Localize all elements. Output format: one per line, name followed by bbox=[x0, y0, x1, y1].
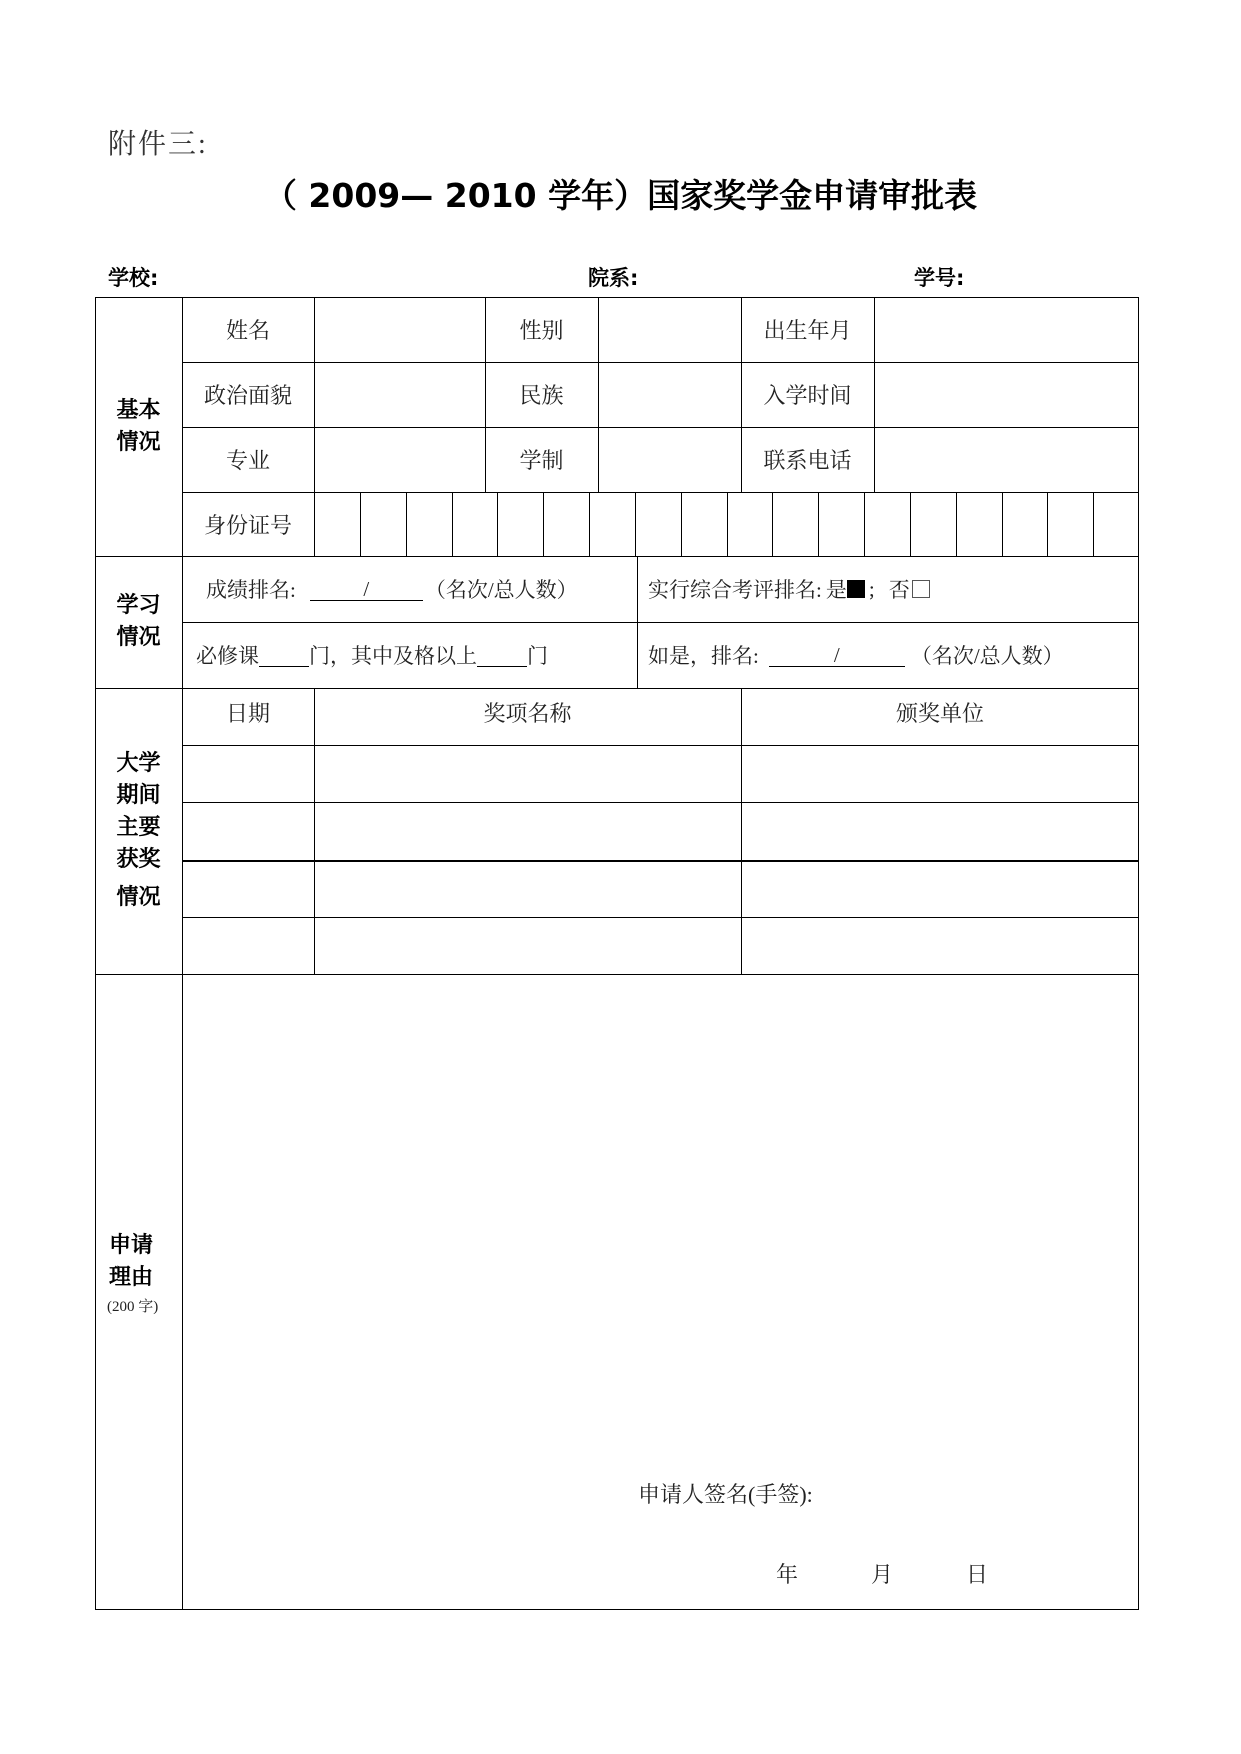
major-label: 专业 bbox=[225, 449, 270, 474]
id-digit-cell[interactable] bbox=[543, 492, 590, 556]
comprehensive-rank-label: 实行综合考评排名: bbox=[648, 578, 822, 602]
required-courses-suffix: 门 bbox=[527, 644, 548, 668]
award-name-cell[interactable] bbox=[316, 919, 739, 971]
divider bbox=[182, 745, 1139, 746]
section-label-study bbox=[95, 556, 182, 688]
required-courses-prefix: 必修课 bbox=[196, 644, 259, 668]
award-date-cell[interactable] bbox=[184, 862, 312, 914]
phone-label: 联系电话 bbox=[763, 449, 852, 474]
award-name-cell[interactable] bbox=[316, 804, 739, 856]
section-label-line: 理由 bbox=[109, 1265, 154, 1290]
divider bbox=[637, 556, 638, 688]
passed-courses-input[interactable] bbox=[477, 644, 527, 667]
birth-date-label: 出生年月 bbox=[763, 319, 852, 344]
reason-textarea[interactable] bbox=[184, 976, 1137, 1608]
awards-header-date: 日期 bbox=[225, 701, 270, 727]
enrollment-date-input[interactable] bbox=[876, 364, 1137, 425]
department-field-label: 院系: bbox=[588, 266, 639, 290]
grade-rank-slash: / bbox=[363, 576, 370, 601]
section-label-line: 大学 bbox=[116, 751, 161, 776]
comprehensive-rank-field bbox=[648, 556, 930, 622]
id-digit-cell[interactable] bbox=[681, 492, 728, 556]
student-id-field-label: 学号: bbox=[914, 266, 965, 290]
id-digit-cell[interactable] bbox=[406, 492, 453, 556]
id-digit-cell[interactable] bbox=[497, 492, 544, 556]
id-digit-cell[interactable] bbox=[314, 492, 360, 556]
section-label-line: 学习 bbox=[116, 593, 161, 618]
section-label-basic bbox=[95, 297, 182, 556]
no-checkbox[interactable] bbox=[912, 580, 930, 598]
no-label: 否 bbox=[888, 578, 910, 602]
if-yes-rank-field bbox=[648, 622, 1064, 688]
award-date-cell[interactable] bbox=[184, 919, 312, 971]
section-label-line: 情况 bbox=[116, 885, 161, 910]
if-yes-rank-slash: / bbox=[833, 642, 840, 667]
political-status-label: 政治面貌 bbox=[203, 384, 292, 409]
grade-rank-suffix: （名次/总人数） bbox=[424, 578, 578, 602]
award-issuer-cell[interactable] bbox=[743, 919, 1137, 971]
ethnicity-input[interactable] bbox=[600, 364, 739, 425]
section-label-awards bbox=[95, 688, 182, 974]
school-field-label: 学校: bbox=[108, 266, 159, 290]
divider bbox=[182, 362, 1139, 363]
divider bbox=[182, 917, 1139, 918]
date-day-label: 日 bbox=[966, 1562, 989, 1587]
section-label-line: 期间 bbox=[116, 783, 161, 808]
signature-label: 申请人签名(手签): bbox=[638, 1482, 813, 1507]
date-month-label: 月 bbox=[871, 1562, 894, 1587]
id-digit-cell[interactable] bbox=[589, 492, 636, 556]
divider bbox=[598, 297, 599, 492]
phone-input[interactable] bbox=[876, 429, 1137, 490]
award-date-cell[interactable] bbox=[184, 804, 312, 856]
section-label-line: 获奖 bbox=[116, 847, 161, 872]
political-status-input[interactable] bbox=[316, 364, 483, 425]
awards-header-issuer: 颁奖单位 bbox=[895, 701, 984, 727]
id-digit-cell[interactable] bbox=[818, 492, 865, 556]
id-digit-cell[interactable] bbox=[1047, 492, 1094, 556]
section-label-reason bbox=[95, 1230, 182, 1320]
attachment-label: 附件三: bbox=[108, 129, 208, 160]
grade-rank-field bbox=[206, 556, 578, 622]
major-input[interactable] bbox=[316, 429, 483, 490]
award-issuer-cell[interactable] bbox=[743, 747, 1137, 799]
gender-label: 性别 bbox=[519, 319, 564, 344]
section-label-line: 情况 bbox=[116, 429, 161, 455]
yes-label: 是 bbox=[825, 578, 847, 602]
awards-header-name: 奖项名称 bbox=[483, 701, 572, 727]
separator: ; bbox=[868, 576, 875, 601]
award-name-cell[interactable] bbox=[316, 747, 739, 799]
award-issuer-cell[interactable] bbox=[743, 804, 1137, 856]
if-yes-rank-label: 如是，排名: bbox=[648, 644, 759, 668]
name-input[interactable] bbox=[316, 299, 483, 360]
gender-input[interactable] bbox=[600, 299, 739, 360]
birth-date-input[interactable] bbox=[876, 299, 1137, 360]
divider bbox=[874, 297, 875, 492]
award-name-cell[interactable] bbox=[316, 862, 739, 914]
name-label: 姓名 bbox=[225, 319, 270, 344]
id-digit-cell[interactable] bbox=[910, 492, 957, 556]
id-digit-cell[interactable] bbox=[864, 492, 911, 556]
sign-date bbox=[776, 1558, 988, 1589]
id-digit-cell[interactable] bbox=[360, 492, 407, 556]
divider bbox=[182, 802, 1139, 803]
grade-rank-label: 成绩排名: bbox=[206, 578, 296, 602]
id-digit-cell[interactable] bbox=[727, 492, 774, 556]
id-digit-cell[interactable] bbox=[452, 492, 499, 556]
id-digit-cell[interactable] bbox=[635, 492, 682, 556]
date-year-label: 年 bbox=[776, 1562, 799, 1587]
id-digit-cell[interactable] bbox=[1002, 492, 1049, 556]
required-courses-input[interactable] bbox=[259, 644, 309, 667]
page-title: （ 2009— 2010 学年）国家奖学金申请审批表 bbox=[263, 176, 978, 215]
enrollment-date-label: 入学时间 bbox=[763, 384, 852, 409]
required-courses-mid: 门，其中及格以上 bbox=[309, 644, 477, 668]
if-yes-rank-suffix: （名次/总人数） bbox=[910, 644, 1064, 668]
section-label-line: 主要 bbox=[116, 815, 161, 840]
divider bbox=[182, 427, 1139, 428]
id-number-label: 身份证号 bbox=[203, 513, 292, 539]
required-courses-field bbox=[196, 622, 548, 688]
award-issuer-cell[interactable] bbox=[743, 862, 1137, 914]
section-label-line: 基本 bbox=[116, 397, 161, 423]
if-yes-rank-input[interactable] bbox=[769, 644, 905, 667]
yes-checkbox[interactable] bbox=[847, 580, 865, 598]
award-date-cell[interactable] bbox=[184, 747, 312, 799]
id-digit-cell[interactable] bbox=[772, 492, 819, 556]
grade-rank-input[interactable] bbox=[310, 578, 423, 601]
program-length-label: 学制 bbox=[519, 449, 564, 474]
section-label-note: (200 字) bbox=[107, 1299, 159, 1315]
ethnicity-label: 民族 bbox=[519, 384, 564, 409]
section-label-line: 申请 bbox=[109, 1233, 154, 1258]
id-digit-cell[interactable] bbox=[956, 492, 1003, 556]
section-label-line: 情况 bbox=[116, 625, 161, 650]
id-digit-cell[interactable] bbox=[1093, 492, 1140, 556]
program-length-input[interactable] bbox=[600, 429, 739, 490]
divider bbox=[95, 974, 1139, 975]
